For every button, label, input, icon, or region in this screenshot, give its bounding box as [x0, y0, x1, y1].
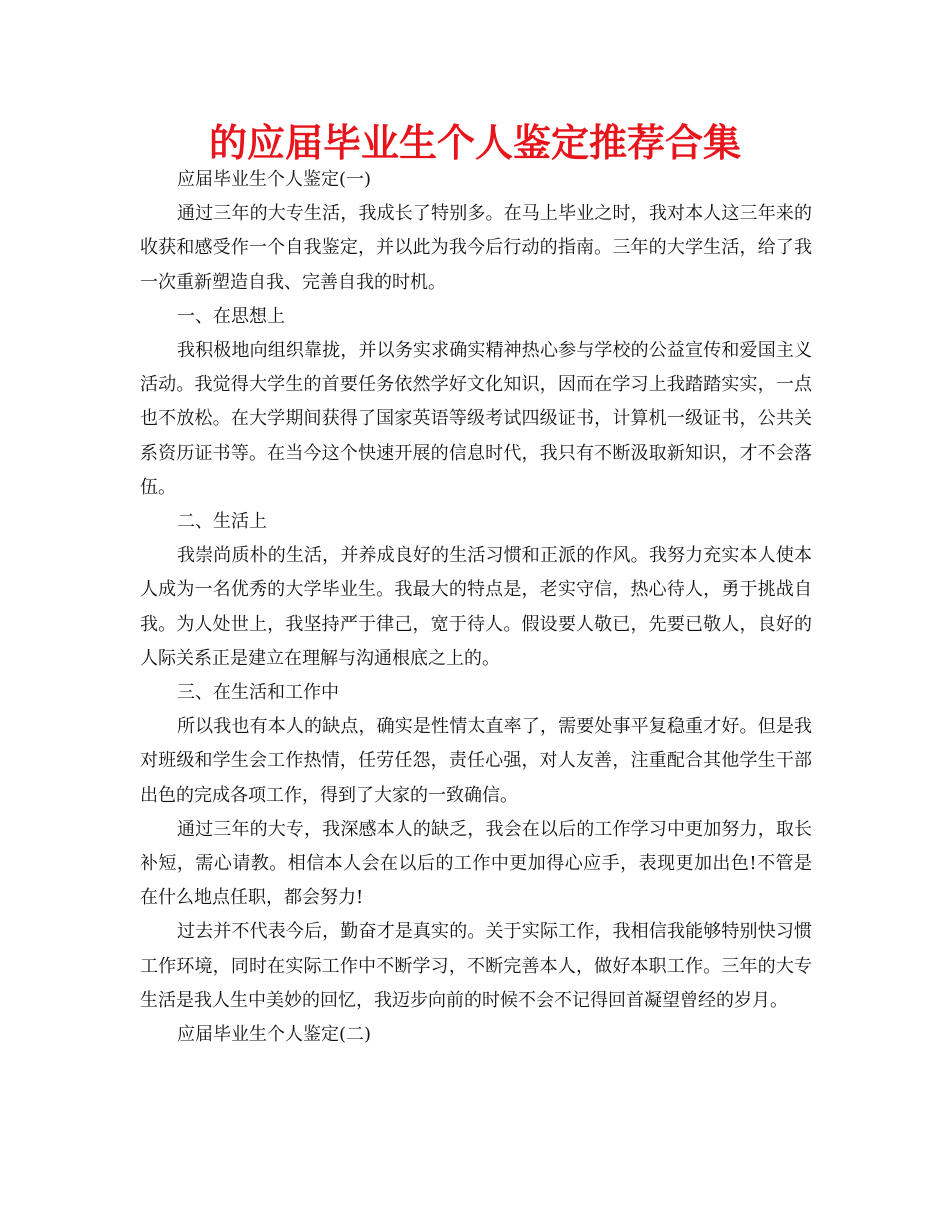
subheading-life-and-work: 三、在生活和工作中 [177, 682, 339, 704]
body-paragraph: 所以我也有本人的缺点，确实是性情太直率了，需要处事平复稳重才好。但是我对班级和学生会工作热情，任劳任怨，责任心强，对人友善，注重配合其他学生干部出色的完成各项工作，得到了大家的一致确信。 [140, 716, 812, 806]
document-title: 的应届毕业生个人鉴定推荐合集 [208, 121, 741, 165]
body-paragraph: 我崇尚质朴的生活，并养成良好的生活习惯和正派的作风。我努力充实本人使本人成为一名优秀的大学毕业生。我最大的特点是，老实守信，热心待人，勇于挑战自我。为人处世上，我坚持严于律己，宽于待人。假设要人敬已，先要已敬人，良好的人际关系正是建立在理解与沟通根底之上的。 [140, 545, 812, 669]
body-paragraph: 通过三年的大专，我深感本人的缺乏，我会在以后的工作学习中更加努力，取长补短，需心请教。相信本人会在以后的工作中更加得心应手，表现更加出色!不管是在什么地点任职，都会努力! [140, 818, 812, 909]
body-paragraph: 通过三年的大专生活，我成长了特别多。在马上毕业之时，我对本人这三年来的收获和感受作一个自我鉴定，并以此为我今后行动的指南。三年的大学生活，给了我一次重新塑造自我、完善自我的时机。 [140, 203, 812, 293]
section-heading-2: 应届毕业生个人鉴定(二) [177, 1024, 372, 1046]
body-paragraph: 我积极地向组织靠拢，并以务实求确实精神热心参与学校的公益宣传和爱国主义活动。我觉得大学生的首要任务依然学好文化知识，因而在学习上我踏踏实实，一点也不放松。在大学期间获得了国家英语等级考试四级证书，计算机一级证书，公共关系资历证书等。在当今这个快速开展的信息时代，我只有不断汲取新知识，才不会落伍。 [140, 340, 812, 498]
subheading-thought: 一、在思想上 [177, 305, 285, 327]
section-heading-1: 应届毕业生个人鉴定(一) [177, 169, 372, 190]
document-body [140, 163, 812, 1052]
subheading-life: 二、生活上 [177, 511, 267, 533]
body-paragraph: 过去并不代表今后，勤奋才是真实的。关于实际工作，我相信我能够特别快习惯工作环境，同时在实际工作中不断学习，不断完善本人，做好本职工作。三年的大专生活是我人生中美妙的回忆，我迈步向前的时候不会不记得回首凝望曾经的岁月。 [140, 921, 812, 1011]
